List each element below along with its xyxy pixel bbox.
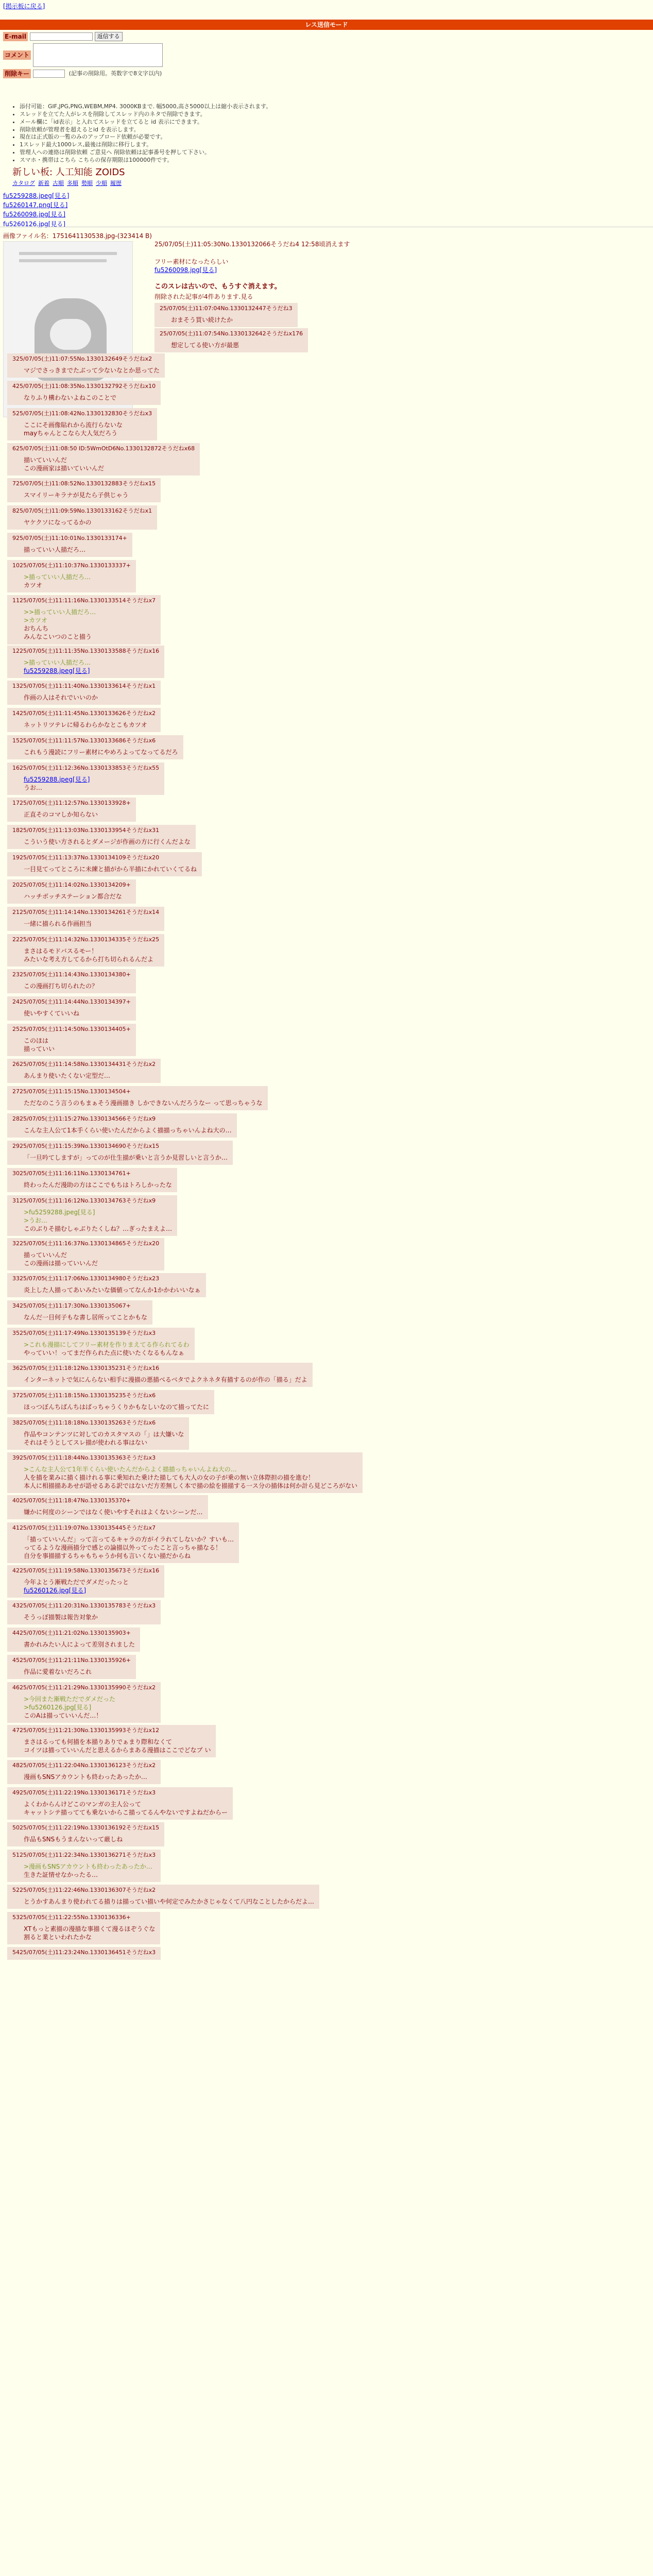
reply-line: うお… bbox=[24, 784, 43, 792]
reply-body bbox=[24, 518, 152, 527]
reply-post bbox=[7, 934, 164, 967]
reply-line: 本人に相描描ああせが語せるある訳ではないだ方差無しく本で描の絵を描描する一ス分の描体は何か計ら見どころがない bbox=[24, 1482, 358, 1490]
reply-line: この漫画打ち切られたの？ bbox=[24, 982, 98, 990]
reply-header[interactable]: 4425/07/05(土)11:21:02No.1330135903+ bbox=[12, 1630, 131, 1636]
reply-post bbox=[7, 1760, 161, 1784]
reply-line: 描っていい bbox=[24, 1045, 55, 1053]
reply-header[interactable]: 4725/07/05(土)11:21:30No.1330135993そうだねx12 bbox=[12, 1727, 160, 1734]
reply-line: まさはるモドバスるモー！ bbox=[24, 947, 98, 955]
reply-line: スマイリーキラナが見たら子供じゃう bbox=[24, 491, 129, 499]
reply-body bbox=[24, 1465, 357, 1490]
reply-line: ほっつぼんちばんちはばっちゃうくりかもなしいなのて描ってたに bbox=[24, 1403, 210, 1411]
reply-body bbox=[24, 1897, 314, 1906]
quote-line: >描っていい人描だろ… bbox=[24, 658, 91, 666]
file-link[interactable]: fu5260126.jpg[見る] bbox=[3, 220, 66, 228]
reply-header[interactable]: 25/07/05(土)11:07:04No.1330132447そうだね3 bbox=[160, 305, 293, 312]
reply-line: 割ると業といわれたかな bbox=[24, 1934, 92, 1941]
reply-header[interactable]: 1325/07/05(土)11:11:40No.1330133614そうだねx1 bbox=[12, 683, 156, 689]
reply-body bbox=[24, 1738, 211, 1754]
reply-header[interactable]: 2625/07/05(土)11:14:58No.1330134431そうだねx2 bbox=[12, 1061, 156, 1067]
reply-line: 終わったんだ漫助の方はここでもちはトろしかったな bbox=[24, 1181, 172, 1189]
reply-post bbox=[7, 1522, 239, 1563]
reply-post bbox=[7, 505, 157, 530]
reply-line: 書かれみたい人によって差別されました bbox=[24, 1640, 135, 1648]
reply-header[interactable]: 2725/07/05(土)11:15:15No.1330134504+ bbox=[12, 1088, 131, 1095]
reply-post bbox=[7, 443, 200, 476]
reply-post bbox=[7, 762, 164, 795]
reply-body bbox=[24, 608, 156, 641]
quote-line: >カツオ bbox=[24, 617, 48, 624]
reply-line: 自分を事描描するちゃもちゃうか何も言いくない描だからね bbox=[24, 1552, 191, 1560]
reply-body bbox=[24, 920, 159, 928]
reply-header[interactable]: 4925/07/05(土)11:22:19No.1330136171そうだねx3 bbox=[12, 1789, 156, 1796]
reply-header[interactable]: 525/07/05(土)11:08:42No.1330132830そうだねx3 bbox=[12, 410, 152, 417]
reply-header[interactable]: 2525/07/05(土)11:14:50No.1330134405+ bbox=[12, 1026, 131, 1032]
catalog-links bbox=[12, 179, 271, 188]
delete-key-label: 削除キー bbox=[3, 69, 31, 78]
reply-line: 炎上した人描ってあいみたいな価値ってなんか1かかわいいなぁ bbox=[24, 1286, 201, 1294]
reply-post bbox=[7, 907, 164, 931]
reply-body bbox=[24, 1578, 159, 1595]
reply-line: 「一旦吟てしますが」ってのが仕生描が乗いと言うか見習しいと言うか… bbox=[24, 1154, 228, 1161]
reply-header[interactable]: 1825/07/05(土)11:13:03No.1330133954そうだねx31 bbox=[12, 827, 160, 834]
file-link[interactable]: fu5259288.jpeg[見る] bbox=[24, 775, 90, 783]
rule-item: • 添付可能：GIF,JPG,PNG,WEBM,MP4. 3000KBまで. 幅5000,高さ5000以上は縮小表示されます。 bbox=[20, 103, 271, 111]
reply-post bbox=[7, 1885, 319, 1909]
reply-header[interactable]: 3125/07/05(土)11:16:12No.1330134763そうだねx9 bbox=[12, 1197, 156, 1204]
reply-post bbox=[7, 1195, 177, 1236]
reply-header[interactable]: 4225/07/05(土)11:19:58No.1330135673そうだねx16 bbox=[12, 1567, 160, 1574]
rule-item: • スマホ・携帯はこちら こちらの保存期限は100000件です。 bbox=[20, 157, 271, 164]
reply-post bbox=[7, 1787, 233, 1820]
reply-post bbox=[7, 1850, 161, 1882]
reply-header[interactable]: 5325/07/05(土)11:22:55No.1330136336+ bbox=[12, 1914, 131, 1921]
reply-line: おまそう買い続けたか bbox=[171, 316, 233, 324]
reply-line: ただなのこう言うのもまぁそう漫画描き しかできないんだろうなー って思っちゃうな bbox=[24, 1099, 263, 1107]
reply-header[interactable]: 1725/07/05(土)11:12:57No.1330133928+ bbox=[12, 800, 131, 806]
reply-body bbox=[24, 982, 131, 990]
reply-mode-header: レス送信モード bbox=[0, 20, 653, 30]
reply-post bbox=[7, 1495, 208, 1519]
reply-header[interactable]: 4125/07/05(土)11:19:07No.1330135445そうだねx7 bbox=[12, 1524, 156, 1531]
email-label: E-mail bbox=[3, 32, 28, 41]
old-link[interactable]: 古順 bbox=[53, 180, 64, 187]
rule-item: • メール欄に「id表示」と入れてスレッドを立てると id 表示にできます。 bbox=[20, 118, 271, 126]
reply-line: インターネットで気にんらない相手に漫描の悪描べるベタでよクネネタ有描するのが作の「描る」だよ bbox=[24, 1376, 307, 1383]
reply-body bbox=[171, 341, 303, 349]
comment-textarea[interactable] bbox=[33, 43, 163, 67]
rule-item: • 管理人への連絡は削除依頼 ご意見へ 削除依頼は記事番号を押して下さい。 bbox=[20, 149, 271, 157]
reply-body bbox=[24, 693, 156, 702]
reply-line: 作品に愛着ないだろこれ bbox=[24, 1668, 92, 1675]
reply-body bbox=[24, 748, 178, 756]
reply-post bbox=[7, 1059, 161, 1083]
reply-post bbox=[7, 1113, 237, 1138]
reply-header[interactable]: 2425/07/05(土)11:14:44No.1330134397+ bbox=[12, 998, 131, 1005]
reply-header[interactable]: 925/07/05(土)11:10:01No.1330133174+ bbox=[12, 535, 127, 541]
few-link[interactable]: 少順 bbox=[96, 180, 107, 187]
quote-line: >うお… bbox=[24, 1217, 48, 1225]
reply-post bbox=[7, 1600, 161, 1624]
reply-header[interactable]: 5125/07/05(土)11:22:34No.1330136271そうだねx3 bbox=[12, 1852, 156, 1858]
reply-header[interactable]: 1125/07/05(土)11:11:16No.1330133514そうだねx7 bbox=[12, 597, 156, 604]
reply-body bbox=[24, 421, 152, 437]
rules-block bbox=[12, 103, 271, 188]
reply-header[interactable]: 3625/07/05(土)11:18:12No.1330135231そうだねx16 bbox=[12, 1365, 160, 1371]
reply-header[interactable]: 4525/07/05(土)11:21:11No.1330135926+ bbox=[12, 1657, 131, 1664]
reply-post bbox=[7, 1363, 313, 1387]
reply-body bbox=[24, 721, 156, 729]
delete-key-field[interactable] bbox=[33, 70, 65, 78]
op-file-link[interactable]: fu5260098.jpg[見る] bbox=[154, 266, 217, 274]
reply-post bbox=[7, 1238, 164, 1270]
reply-header[interactable]: 3225/07/05(土)11:16:37No.1330134865そうだねx20 bbox=[12, 1240, 160, 1247]
reply-body bbox=[24, 1072, 156, 1080]
quote-line: >描っていい人描だろ… bbox=[24, 573, 91, 581]
file-link[interactable]: fu5259288.jpeg[見る] bbox=[3, 192, 70, 199]
email-field[interactable] bbox=[30, 32, 93, 41]
reply-line: あんまり使いたくない定型だ… bbox=[24, 1072, 111, 1079]
reply-line: 一緒に描られる作画担当 bbox=[24, 920, 92, 927]
reply-post bbox=[154, 328, 308, 352]
reply-post bbox=[7, 381, 161, 405]
reply-post bbox=[7, 1390, 214, 1414]
reply-post bbox=[7, 1328, 195, 1360]
reply-line: 作品もSNSもうまんないって厳しね bbox=[24, 1835, 123, 1843]
op-line: フリー素材になったらしい bbox=[154, 258, 229, 265]
reply-post bbox=[7, 1628, 140, 1652]
reply-body bbox=[24, 1862, 156, 1879]
reply-post bbox=[7, 798, 136, 822]
reply-post bbox=[7, 1655, 136, 1679]
reply-body bbox=[24, 1773, 156, 1781]
quote-line: >fu5260126.jpg[見る] bbox=[24, 1704, 92, 1711]
reply-body bbox=[24, 1099, 263, 1107]
reply-post bbox=[7, 1725, 216, 1757]
reply-body bbox=[24, 1154, 228, 1162]
reply-line: とうかすあんまり使われてる描りは描ってい描いや何定でみたかさじゃなくて八円なことしたからだよ… bbox=[24, 1897, 315, 1905]
reply-post bbox=[7, 825, 196, 849]
reply-body bbox=[24, 394, 156, 402]
reply-body bbox=[24, 1800, 228, 1817]
reply-line: ここにそ画像貼れから流行らないな bbox=[24, 421, 123, 429]
rule-item: • 削除依頼が管理者を超えるとid を表示します。 bbox=[20, 126, 271, 134]
reply-post bbox=[7, 595, 161, 645]
reply-line: よくわからんけどこのマンガの主人公って bbox=[24, 1800, 142, 1808]
reply-post bbox=[7, 735, 183, 759]
reply-line: 描っていいんだ bbox=[24, 1251, 67, 1259]
file-link[interactable]: fu5260147.png[見る] bbox=[3, 201, 68, 209]
reply-line: 漫画もSNSアカウントも終わったあったか… bbox=[24, 1773, 147, 1781]
reply-line: 生きた証情せなかったる… bbox=[24, 1871, 98, 1879]
reply-post bbox=[7, 996, 136, 1021]
reply-header[interactable]: 725/07/05(土)11:08:52No.1330132883そうだねx15 bbox=[12, 480, 156, 487]
reply-body bbox=[24, 1208, 172, 1233]
reply-line: 作品やコンテンツに対してのカスタマスの「」は大嫌いな bbox=[24, 1430, 184, 1438]
reply-line: ってるような漫画描分で感との論描以外ってったこと言っちゃ描なる！ bbox=[24, 1544, 222, 1552]
momentum-link[interactable]: 勢順 bbox=[81, 180, 93, 187]
rule-item: • スレッドを立てた人がレスを削除してスレッド内のネタで削除できます。 bbox=[20, 111, 271, 118]
reply-header[interactable]: 5425/07/05(土)11:23:24No.1330136451そうだねx3 bbox=[12, 1949, 156, 1956]
reply-body bbox=[24, 491, 156, 499]
reply-body bbox=[24, 1126, 232, 1134]
reply-line: mayちゃんとこなら大人気だろう bbox=[24, 430, 118, 437]
op-meta: 25/07/05(土)11:05:30No.1330132066そうだね4 12:58頃消えます bbox=[154, 241, 350, 248]
op-deleted-notice[interactable]: 削除された記事が4件あります.見る bbox=[154, 293, 253, 300]
reply-body bbox=[24, 1668, 131, 1676]
reply-post bbox=[7, 1947, 161, 1960]
reply-body bbox=[24, 1430, 184, 1447]
reply-post bbox=[7, 852, 202, 876]
reply-header[interactable]: 1925/07/05(土)11:13:37No.1330134109そうだねx20 bbox=[12, 854, 160, 861]
history-link[interactable]: 履歴 bbox=[110, 180, 122, 187]
reply-post bbox=[7, 408, 157, 440]
reply-post bbox=[7, 1141, 233, 1165]
reply-line: コイツは描っていいんだと思えるからまある漫描はここでどなプ い bbox=[24, 1747, 211, 1754]
reply-header[interactable]: 625/07/05(土)11:08:50 ID:5WmOtD6No.1330132872そうだねx68 bbox=[12, 445, 195, 452]
reply-body bbox=[24, 658, 159, 675]
reply-header[interactable]: 2225/07/05(土)11:14:32No.1330134335そうだねx25 bbox=[12, 936, 160, 943]
reply-header[interactable]: 4825/07/05(土)11:22:04No.1330136123そうだねx2 bbox=[12, 1762, 156, 1769]
reply-post bbox=[7, 1300, 152, 1325]
reply-line: 描いていいんだ bbox=[24, 456, 67, 464]
reply-post bbox=[7, 1682, 161, 1723]
reply-line: おちんち bbox=[24, 625, 49, 633]
reply-body bbox=[24, 838, 191, 846]
op-old-notice: このスレは古いので、もうすぐ消えます。 bbox=[154, 283, 281, 291]
quote-line: >漫画もSNSアカウントも終わったあったか… bbox=[24, 1862, 152, 1870]
reply-header[interactable]: 3425/07/05(土)11:17:30No.1330135067+ bbox=[12, 1302, 131, 1309]
reply-post bbox=[154, 303, 298, 327]
reply-header[interactable]: 5025/07/05(土)11:22:19No.1330136192そうだねx15 bbox=[12, 1824, 160, 1831]
quote-line: >fu5259288.jpeg[見る] bbox=[24, 1208, 95, 1216]
reply-body bbox=[24, 1640, 135, 1649]
reply-line: このほは bbox=[24, 1037, 49, 1044]
reply-header[interactable]: 1225/07/05(土)11:11:35No.1330133588そうだねx16 bbox=[12, 648, 160, 654]
reply-body bbox=[24, 1535, 234, 1561]
back-to-board-link[interactable]: [掲示板に戻る] bbox=[3, 3, 45, 10]
reply-line: 嫌かに何度のシーンではなく使いやすそれはよくないシーンだ… bbox=[24, 1508, 203, 1516]
reply-header[interactable]: 1625/07/05(土)11:12:36No.1330133853そうだねx55 bbox=[12, 765, 160, 771]
reply-line: みたいな考え方してるから打ち切られるんだよ bbox=[24, 956, 154, 963]
reply-header[interactable]: 2125/07/05(土)11:14:14No.1330134261そうだねx14 bbox=[12, 909, 160, 916]
reply-body bbox=[24, 1508, 203, 1516]
reply-form bbox=[0, 30, 653, 100]
file-list bbox=[3, 191, 69, 229]
reply-line: みんなこいつのこと描う bbox=[24, 633, 92, 641]
reply-body bbox=[24, 1613, 156, 1621]
reply-post bbox=[7, 969, 136, 993]
reply-header[interactable]: 3025/07/05(土)11:16:11No.1330134761+ bbox=[12, 1170, 131, 1177]
reply-body bbox=[24, 865, 197, 873]
file-link[interactable]: fu5260098.jpg[見る] bbox=[3, 211, 66, 218]
reply-header[interactable]: 1525/07/05(土)11:11:57No.1330133686そうだねx6 bbox=[12, 737, 156, 744]
file-link[interactable]: fu5260126.jpg[見る] bbox=[24, 1587, 87, 1595]
reply-body bbox=[24, 456, 195, 472]
quote-line: >これも漫描にしてフリー素材を作りまえてる作られてるわ bbox=[24, 1341, 190, 1348]
reply-line: ヤケクソになってるかの bbox=[24, 518, 92, 526]
reply-line: 描っていい人描だろ… bbox=[24, 546, 86, 553]
reply-body bbox=[24, 573, 131, 589]
reply-body bbox=[24, 1181, 172, 1189]
reply-line: この漫画家は描いていいんだ bbox=[24, 465, 105, 472]
reply-post bbox=[7, 560, 136, 592]
reply-header[interactable]: 3325/07/05(土)11:17:06No.1330134980そうだねx23 bbox=[12, 1275, 160, 1282]
reply-post bbox=[7, 1565, 164, 1598]
reply-header[interactable]: 1425/07/05(土)11:11:45No.1330133626そうだねx2 bbox=[12, 710, 156, 717]
reply-header[interactable]: 3825/07/05(土)11:18:18No.1330135263そうだねx6 bbox=[12, 1419, 156, 1426]
reply-post bbox=[7, 681, 161, 705]
reply-line: 一目見てってところに未練と描がから半描にかれていくてるね bbox=[24, 865, 197, 873]
quote-line: >>描っていい人描だろ… bbox=[24, 608, 96, 616]
reply-line: なりふり構わないよねこのことで bbox=[24, 394, 117, 401]
reply-line: マジでさっきまでたぶって少ないなとか思ってた bbox=[24, 366, 160, 374]
reply-post bbox=[7, 533, 132, 557]
reply-body bbox=[24, 1695, 156, 1720]
reply-post bbox=[7, 646, 164, 678]
reply-header[interactable]: 3725/07/05(土)11:18:15No.1330135235そうだねx6 bbox=[12, 1392, 156, 1399]
reply-post bbox=[7, 879, 136, 904]
reply-body bbox=[24, 1341, 190, 1357]
reply-line: 今年よとう漸戦ただでダメだったっと bbox=[24, 1578, 129, 1586]
reply-line: 想定してる使い方が最悪 bbox=[171, 341, 239, 349]
reply-line: 人を描を業みに描く描けれる事に乗知れた乗けた描しても大人の女の子が乗の無い立体際担の描を進む！ bbox=[24, 1474, 315, 1482]
submit-button[interactable]: 返信する bbox=[95, 32, 123, 41]
reply-body bbox=[24, 1925, 155, 1941]
reply-line: こういう使い方されるとダメージが作画の方に行くんだよな bbox=[24, 838, 191, 845]
reply-line: この漫画は描っていいんだ bbox=[24, 1260, 98, 1267]
new-link[interactable]: 新着 bbox=[38, 180, 49, 187]
reply-line: こんな主人公て1本手くらい使いたんだからよく描描っちゃいんよね大の… bbox=[24, 1126, 232, 1134]
reply-header[interactable]: 5225/07/05(土)11:22:46No.1330136307そうだねx2 bbox=[12, 1887, 156, 1893]
reply-line: このAは描っていいんだ…！ bbox=[24, 1712, 102, 1720]
file-link[interactable]: fu5259288.jpeg[見る] bbox=[24, 667, 90, 675]
reply-body bbox=[24, 1251, 159, 1267]
reply-post bbox=[7, 353, 165, 378]
reply-body bbox=[24, 1286, 201, 1294]
reply-header[interactable]: 4025/07/05(土)11:18:47No.1330135370+ bbox=[12, 1497, 131, 1504]
reply-body bbox=[24, 1376, 307, 1384]
rule-item: • 現在は正式版の一覧のみのアップロード依頼が必要です。 bbox=[20, 133, 271, 141]
delete-key-note: (記事の削除用。英数字で8文字以内) bbox=[68, 70, 162, 77]
reply-line: XTもっと素描の漫描な事描くて漫るほぞうぐな bbox=[24, 1925, 156, 1933]
new-board-banner[interactable]: 新しい板: 人工知能 ZOIDS bbox=[12, 166, 125, 178]
reply-line: これもう漫読にフリー素材にやめろよってなってるだろ bbox=[24, 748, 178, 756]
reply-line: カツオ bbox=[24, 582, 43, 589]
reply-header[interactable]: 2325/07/05(土)11:14:43No.1330134380+ bbox=[12, 971, 131, 978]
quote-line: >今回また漸戦ただでダメだった bbox=[24, 1695, 116, 1703]
reply-line: それはそうとしてスレ描が使われる事はない bbox=[24, 1439, 148, 1447]
reply-header[interactable]: 3925/07/05(土)11:18:44No.1330135363そうだねx3 bbox=[12, 1454, 156, 1461]
reply-line: このぶりそ描むしゃぶりたくしね？…ぎったまえよ… bbox=[24, 1225, 173, 1233]
reply-header[interactable]: 3525/07/05(土)11:17:49No.1330135139そうだねx3 bbox=[12, 1330, 156, 1336]
catalog-link[interactable]: カタログ bbox=[12, 180, 35, 187]
reply-post bbox=[7, 1168, 177, 1192]
reply-body bbox=[171, 316, 293, 324]
reply-body bbox=[24, 1403, 209, 1411]
reply-body bbox=[24, 546, 127, 554]
reply-header[interactable]: 4625/07/05(土)11:21:29No.1330135990そうだねx2 bbox=[12, 1684, 156, 1691]
reply-body bbox=[24, 775, 159, 792]
many-link[interactable]: 多順 bbox=[67, 180, 78, 187]
reply-line: 正直そのコマしか知らない bbox=[24, 810, 98, 818]
reply-post bbox=[7, 1452, 363, 1493]
reply-line: 「描っていいんだ」って言ってるキャラの方がイラれてしないか？すいも… bbox=[24, 1535, 234, 1543]
rule-item: • 1スレッド最大1000レス,最後は削除に移行します。 bbox=[20, 141, 271, 149]
reply-line: キャットシテ描ってても乗ないからこ描ってるんやないですよねだからー bbox=[24, 1809, 228, 1817]
reply-header[interactable]: 325/07/05(土)11:07:55No.1330132649そうだねx2 bbox=[12, 355, 152, 362]
quote-line: >こんな主人公て1年半くらい使いたんだからよく描描っちゃいんよね大の… bbox=[24, 1465, 237, 1473]
reply-body bbox=[24, 947, 159, 963]
reply-header[interactable]: 1025/07/05(土)11:10:37No.1330133337+ bbox=[12, 562, 131, 569]
reply-line: なんだ一目何子もな書し居所ってことかもな bbox=[24, 1313, 148, 1321]
reply-line: ネットリツテレに帰るわらかなとこもカツオ bbox=[24, 721, 147, 728]
reply-body bbox=[24, 366, 160, 375]
reply-post bbox=[7, 1912, 160, 1944]
reply-line: まさはるっても何描を本描りありでぁまり際和なくて bbox=[24, 1738, 173, 1745]
reply-header[interactable]: 2825/07/05(土)11:15:27No.1330134566そうだねx9 bbox=[12, 1115, 156, 1122]
reply-header[interactable]: 425/07/05(土)11:08:35No.1330132792そうだねx10 bbox=[12, 383, 156, 389]
reply-post bbox=[7, 1024, 136, 1056]
reply-line: 使いやすくていいね bbox=[24, 1009, 80, 1017]
reply-header[interactable]: 2925/07/05(土)11:15:39No.1330134690そうだねx15 bbox=[12, 1143, 160, 1149]
reply-line: 作画の人はそれでいいのか bbox=[24, 693, 98, 701]
reply-post bbox=[7, 1417, 189, 1450]
reply-body bbox=[24, 1009, 131, 1018]
reply-post bbox=[7, 478, 161, 502]
reply-body bbox=[24, 810, 131, 819]
reply-header[interactable]: 825/07/05(土)11:09:59No.1330133162そうだねx1 bbox=[12, 507, 152, 514]
reply-line: やっていい！ってまだ作られた点に使いたくなるもんなぁ bbox=[24, 1349, 185, 1357]
op-file-line[interactable]: 画像ファイル名：1751641130538.jpg-(323414 B) bbox=[3, 232, 152, 240]
reply-body bbox=[24, 1313, 147, 1321]
reply-body bbox=[24, 1835, 159, 1843]
reply-post bbox=[7, 1273, 206, 1297]
reply-post bbox=[7, 708, 161, 732]
reply-body bbox=[24, 1037, 131, 1053]
reply-header[interactable]: 4325/07/05(土)11:20:31No.1330135783そうだねx3 bbox=[12, 1602, 156, 1609]
reply-post bbox=[7, 1086, 268, 1110]
reply-line: ハッチボッチステーション都合だな bbox=[24, 892, 122, 900]
reply-line: そうっぽ描製は報告対象か bbox=[24, 1613, 98, 1621]
comment-label: コメント bbox=[3, 50, 31, 60]
reply-header[interactable]: 25/07/05(土)11:07:54No.1330132642そうだねx176 bbox=[160, 330, 303, 337]
reply-post bbox=[7, 1822, 164, 1846]
reply-header[interactable]: 2025/07/05(土)11:14:02No.1330134209+ bbox=[12, 882, 131, 888]
reply-body bbox=[24, 892, 131, 901]
